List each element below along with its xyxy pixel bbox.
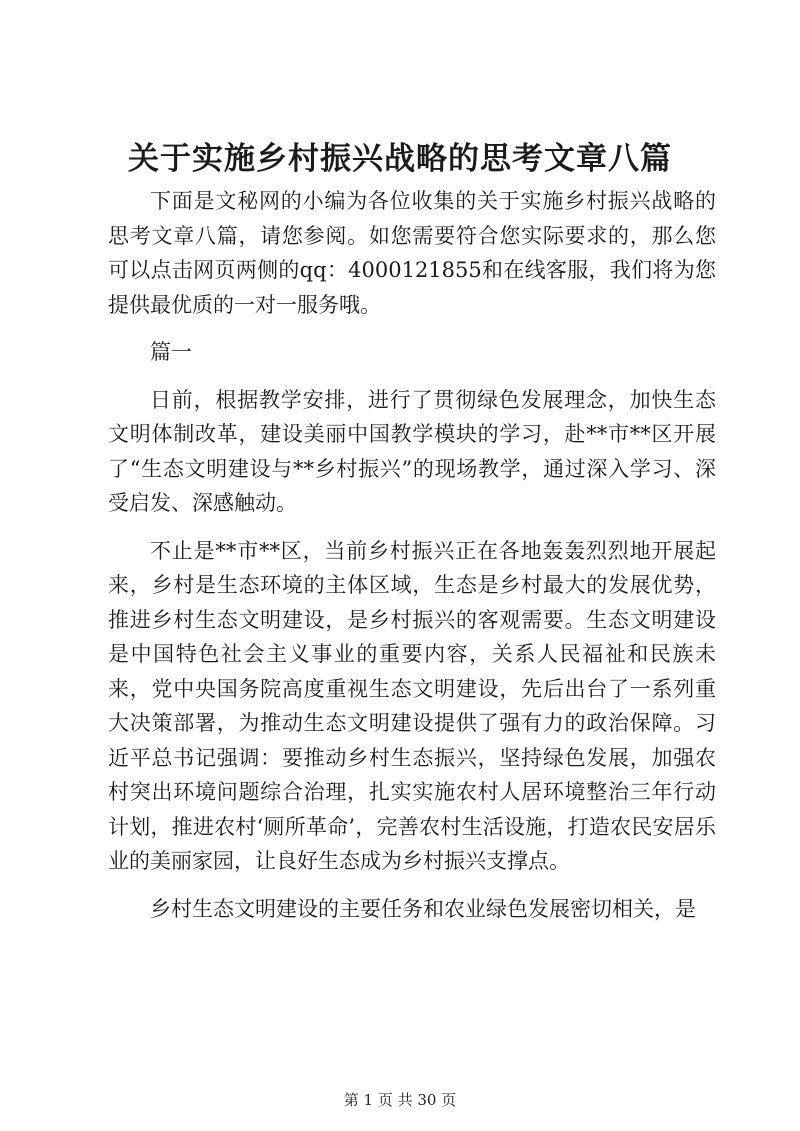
document-body xyxy=(108,184,716,939)
section-heading-1: 篇一 xyxy=(150,340,192,364)
page-footer: 第 1 页 共 30 页 xyxy=(343,1091,457,1109)
document-title: 关于实施乡村振兴战略的思考文章八篇 xyxy=(128,141,672,177)
paragraph-intro: 下面是文秘网的小编为各位收集的关于实施乡村振兴战略的思考文章八篇，请您参阅。如您需要符合您实际要求的，那么您可以点击网页两侧的qq：4000121855和在线客服，我们将为您提供最优质的一对一服务哦。 xyxy=(108,189,716,317)
paragraph-3: 乡村生态文明建设的主要任务和农业绿色发展密切相关，是 xyxy=(150,896,696,921)
paragraph-1: 日前，根据教学安排，进行了贯彻绿色发展理念，加快生态文明体制改革，建设美丽中国教学模块的学习，赴**市**区开展了“生态文明建设与**乡村振兴”的现场教学，通过深入学习、深受启发、深感触动。 xyxy=(108,387,716,515)
paragraph-2: 不止是**市**区，当前乡村振兴正在各地轰轰烈烈地开展起来，乡村是生态环境的主体区域，生态是乡村最大的发展优势，推进乡村生态文明建设，是乡村振兴的客观需要。生态文明建设是中国特色社会主义事业的重要内容，关系人民福祉和民族未来，党中央国务院高度重视生态文明建设，先后出台了一系列重大决策部署，为推动生态文明建设提供了强有力的政治保障。习近平总书记强调：要推动乡村生态振兴，坚持绿色发展，加强农村突出环境问题综合治理，扎实实施农村人居环境整治三年行动计划，推进农村‘厕所革命’，完善农村生活设施，打造农民安居乐业的美丽家园，让良好生态成为乡村振兴支撑点。 xyxy=(108,538,716,873)
